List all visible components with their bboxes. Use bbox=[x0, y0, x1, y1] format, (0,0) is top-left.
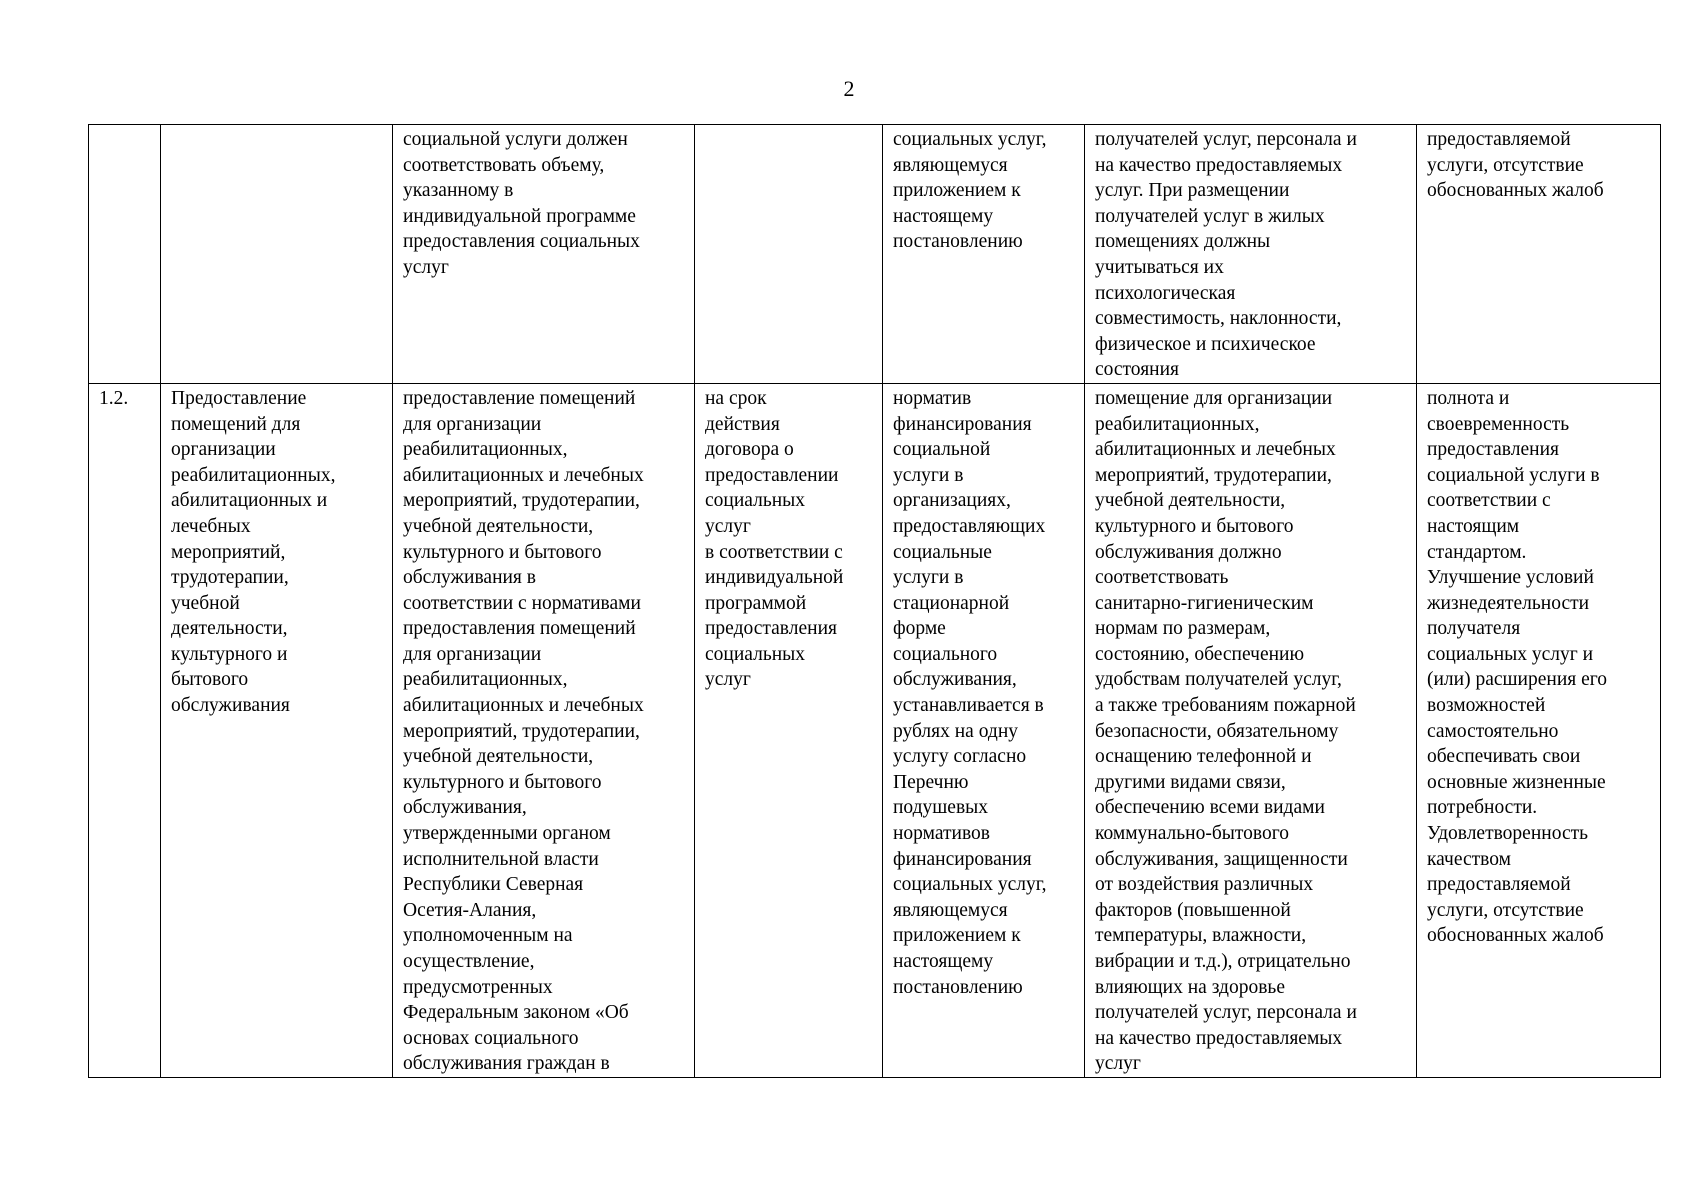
page-number: 2 bbox=[843, 76, 855, 101]
cell-service-conditions: помещение для организации реабилитационных, абилитационных и лечебных мероприятий, трудотерапии, учебной деятельности, культурного и бытового обслуживания должно соответствовать санитарно-гигиеническим нормам по размерам, состоянию, обеспечению удобствам получателей услуг, а также требованиям пожарной безопасности, обязательному оснащению телефонной и другими видами связи, обеспечению всеми видами коммунально-бытового обслуживания, защищенности от воздействия различных факторов (повышенной температуры, влажности, вибрации и т.д.), отрицательно влияющих на здоровье получателей услуг, персонала и на качество предоставляемых услуг bbox=[1085, 383, 1417, 1077]
cell-number: 1.2. bbox=[89, 383, 161, 1077]
cell-service-term bbox=[695, 125, 883, 384]
cell-service-conditions: получателей услуг, персонала и на качество предоставляемых услуг. При размещении получателей услуг в жилых помещениях должны учитываться их психологическая совместимость, наклонности, физическое и психическое состояния bbox=[1085, 125, 1417, 384]
cell-service-description: предоставление помещений для организации реабилитационных, абилитационных и лечебных мероприятий, трудотерапии, учебной деятельности, культурного и бытового обслуживания в соответствии с нормативами предоставления помещений для организации реабилитационных, абилитационных и лечебных мероприятий, трудотерапии, учебной деятельности, культурного и бытового обслуживания, утвержденными органом исполнительной власти Республики Северная Осетия-Алания, уполномоченным на осуществление, предусмотренных Федеральным законом «Об основах социального обслуживания граждан в bbox=[393, 383, 695, 1077]
table-row-continued bbox=[89, 125, 1661, 384]
cell-service-name bbox=[161, 125, 393, 384]
cell-service-name: Предоставление помещений для организации реабилитационных, абилитационных и лечебных мероприятий, трудотерапии, учебной деятельности, культурного и бытового обслуживания bbox=[161, 383, 393, 1077]
table-row-1-2 bbox=[89, 383, 1661, 1077]
cell-service-description: социальной услуги должен соответствовать объему, указанному в индивидуальной программе предоставления социальных услуг bbox=[393, 125, 695, 384]
cell-number bbox=[89, 125, 161, 384]
cell-financing-norm: норматив финансирования социальной услуги в организациях, предоставляющих социальные услуги в стационарной форме социального обслуживания, устанавливается в рублях на одну услугу согласно Перечню подушевых нормативов финансирования социальных услуг, являющемуся приложением к настоящему постановлению bbox=[883, 383, 1085, 1077]
cell-financing-norm: социальных услуг, являющемуся приложением к настоящему постановлению bbox=[883, 125, 1085, 384]
cell-service-term: на срок действия договора о предоставлении социальных услуг в соответствии с индивидуальной программой предоставления социальных услуг bbox=[695, 383, 883, 1077]
cell-quality-indicators: полнота и своевременность предоставления социальной услуги в соответствии с настоящим стандартом. Улучшение условий жизнедеятельности получателя социальных услуг и (или) расширения его возможностей самостоятельно обеспечивать свои основные жизненные потребности. Удовлетворенность качеством предоставляемой услуги, отсутствие обоснованных жалоб bbox=[1417, 383, 1661, 1077]
cell-quality-indicators: предоставляемой услуги, отсутствие обоснованных жалоб bbox=[1417, 125, 1661, 384]
service-standard-table bbox=[88, 124, 1661, 1078]
